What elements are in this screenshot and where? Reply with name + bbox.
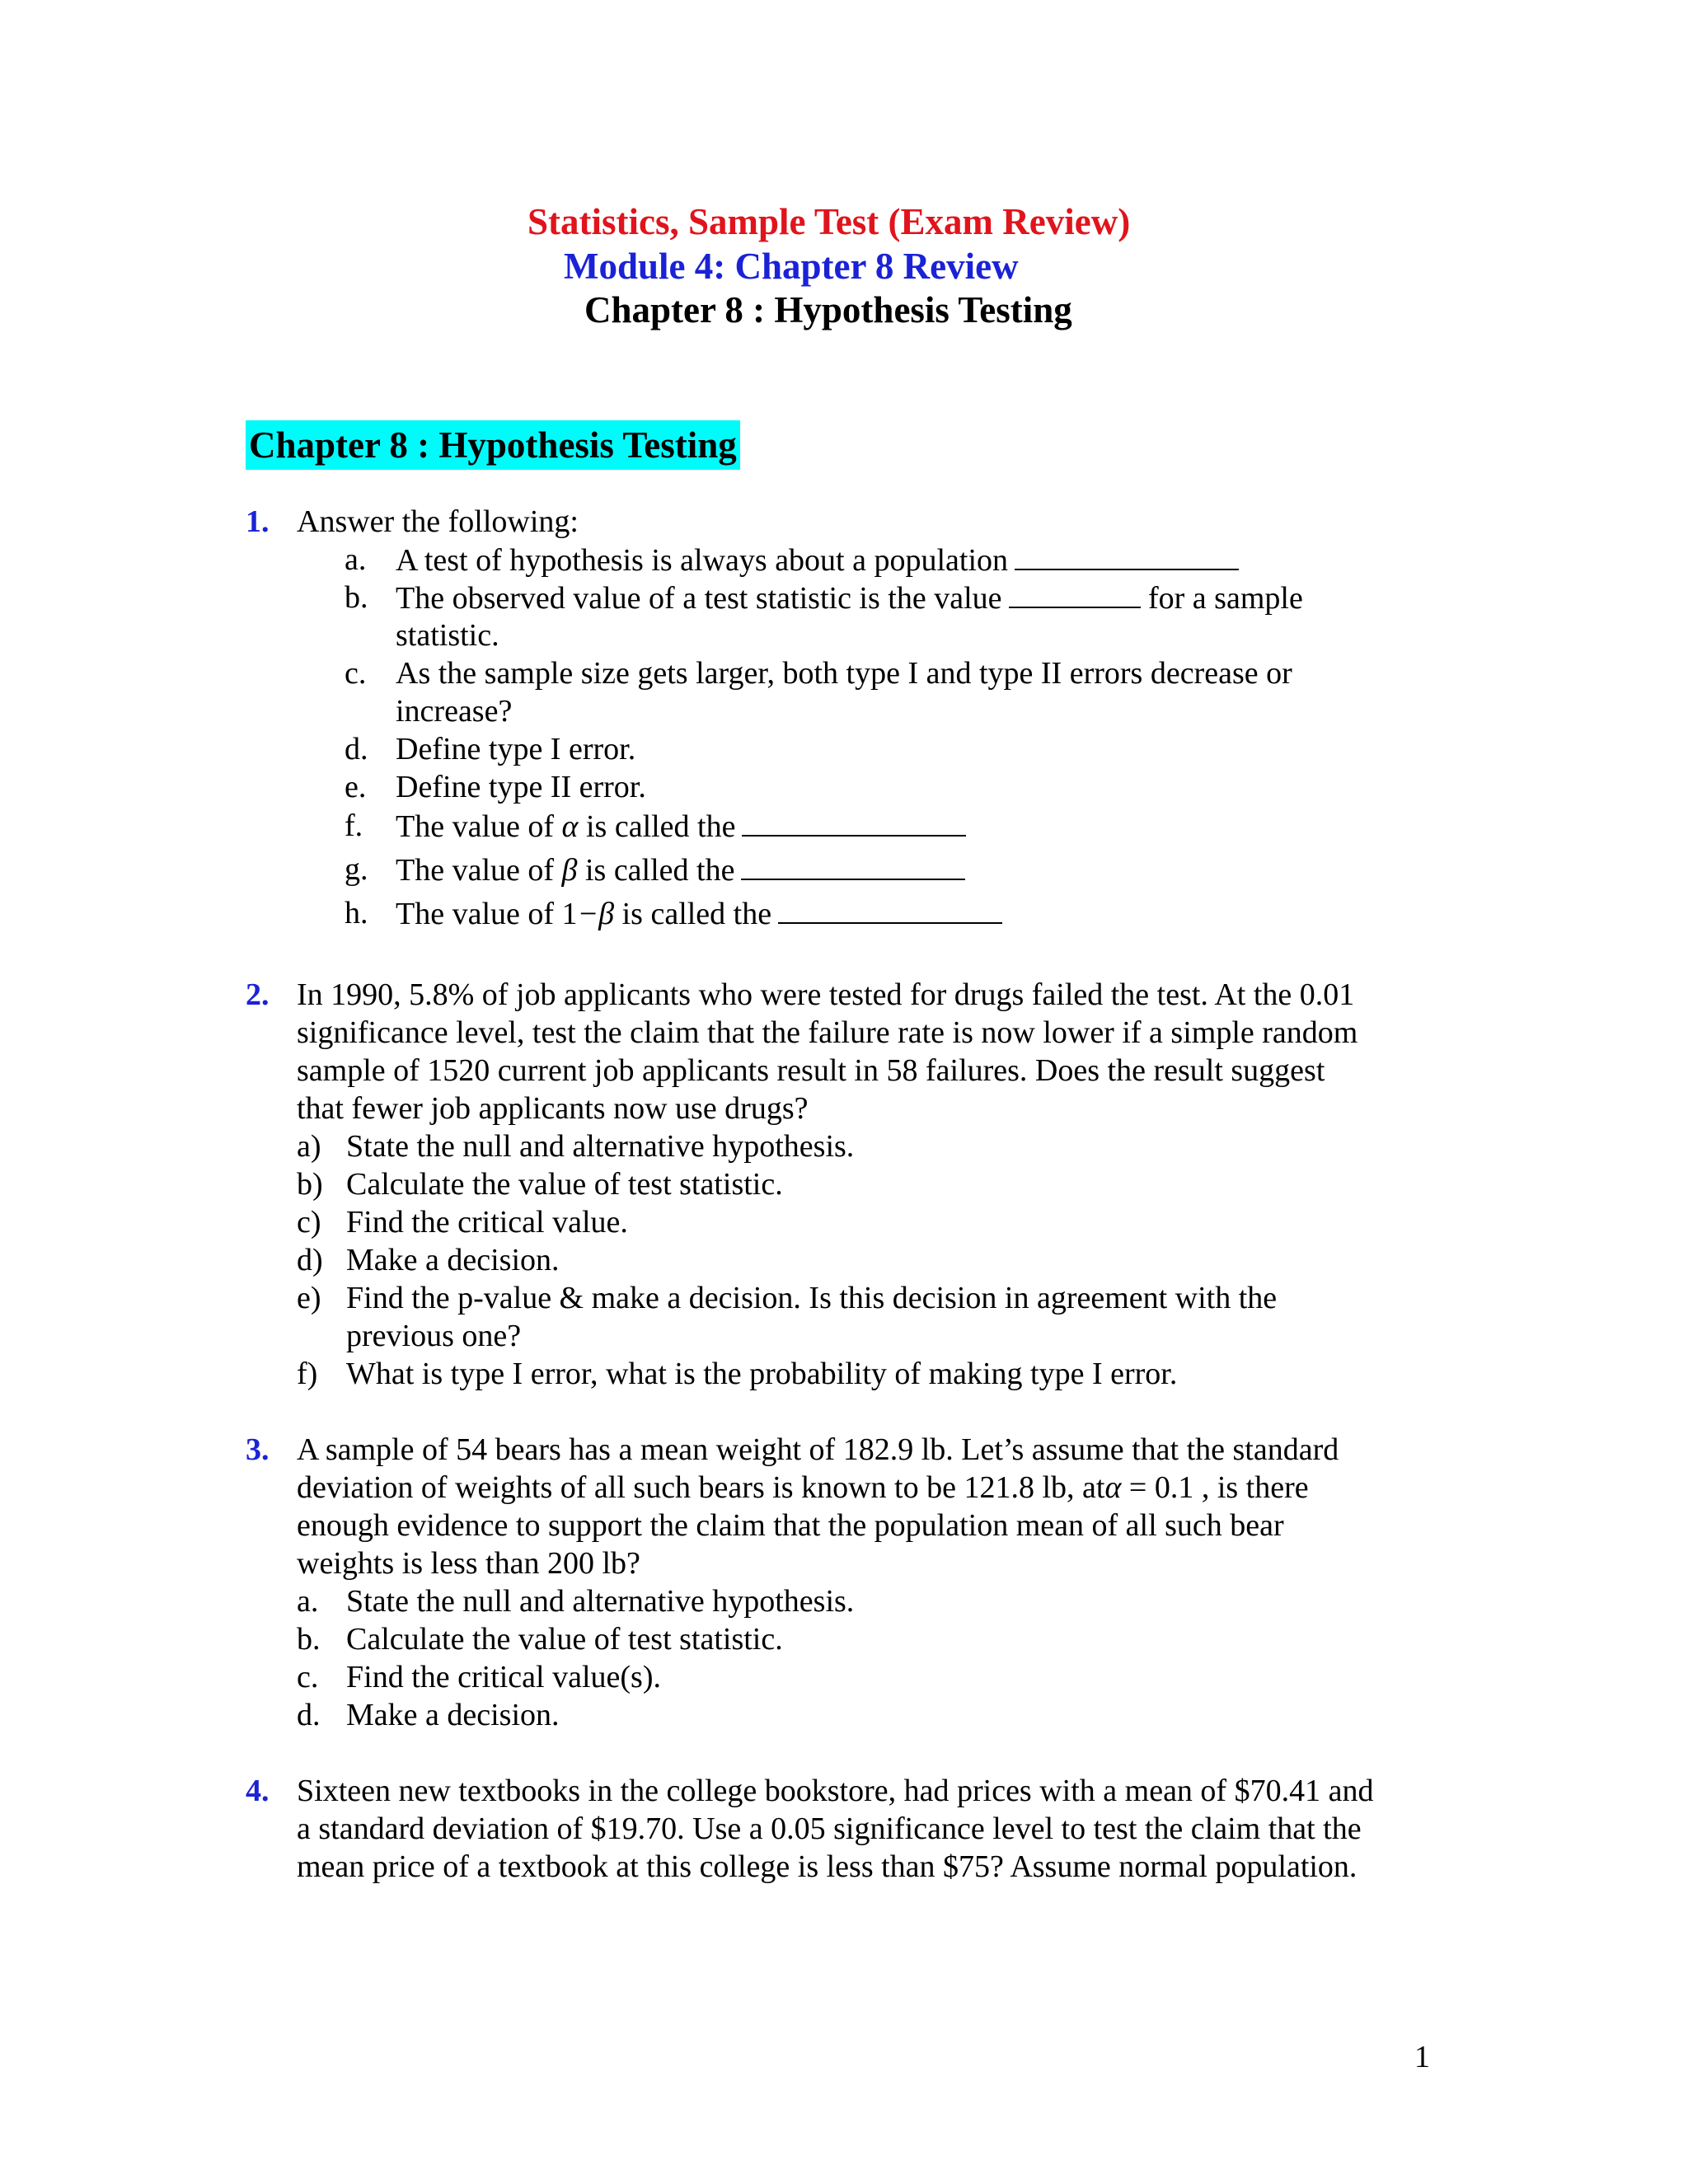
q3-item-c: Find the critical value(s). bbox=[346, 1660, 661, 1694]
question-3-number: 3. bbox=[246, 1432, 270, 1467]
q1-item-f-pre: The value of bbox=[396, 809, 555, 844]
q2-item-e-letter: e) bbox=[297, 1281, 321, 1315]
chapter-title: Chapter 8 : Hypothesis Testing bbox=[584, 289, 1072, 330]
q1-item-b bbox=[396, 582, 1303, 614]
q2-item-c: Find the critical value. bbox=[346, 1205, 628, 1240]
one-minus-beta-symbol: −β bbox=[577, 897, 615, 931]
answer-blank bbox=[1009, 582, 1141, 608]
q2-item-d: Make a decision. bbox=[346, 1243, 560, 1277]
q1-item-g-post: is called the bbox=[584, 853, 735, 888]
q3-item-d: Make a decision. bbox=[346, 1698, 560, 1732]
q1-item-a-letter: a. bbox=[345, 542, 367, 577]
q2-item-a-letter: a) bbox=[297, 1129, 321, 1164]
q1-item-h bbox=[396, 898, 1002, 930]
q1-item-c-cont: increase? bbox=[396, 694, 513, 729]
q1-item-f-letter: f. bbox=[345, 808, 363, 843]
q1-item-d: Define type I error. bbox=[396, 732, 636, 766]
q1-item-a-text: A test of hypothesis is always about a population bbox=[396, 543, 1009, 578]
q1-item-b-letter: b. bbox=[345, 580, 368, 615]
q3-item-d-letter: d. bbox=[297, 1698, 321, 1732]
question-2-line-2: significance level, test the claim that the failure rate is now lower if a simple random bbox=[297, 1015, 1358, 1050]
q2-item-a: State the null and alternative hypothesis. bbox=[346, 1129, 855, 1164]
section-heading: Chapter 8 : Hypothesis Testing bbox=[246, 420, 740, 470]
answer-blank bbox=[778, 898, 1002, 924]
document-title: Statistics, Sample Test (Exam Review) bbox=[528, 201, 1131, 242]
q2-item-b-letter: b) bbox=[297, 1167, 323, 1202]
question-4-line-3: mean price of a textbook at this college is less than $75? Assume normal population. bbox=[297, 1849, 1357, 1884]
answer-blank bbox=[742, 810, 966, 837]
question-3-line-2 bbox=[297, 1472, 1309, 1503]
q2-item-e-cont: previous one? bbox=[346, 1319, 522, 1353]
question-2-line-1: In 1990, 5.8% of job applicants who were tested for drugs failed the test. At the 0.01 bbox=[297, 977, 1355, 1012]
q1-item-b-text: The observed value of a test statistic is the value bbox=[396, 581, 1002, 616]
q1-item-f bbox=[396, 810, 966, 842]
q2-item-c-letter: c) bbox=[297, 1205, 321, 1240]
q1-item-f-post: is called the bbox=[585, 809, 736, 844]
q1-item-h-pre: The value of 1 bbox=[396, 897, 578, 931]
module-title: Module 4: Chapter 8 Review bbox=[564, 246, 1019, 287]
q3-item-a-letter: a. bbox=[297, 1584, 319, 1619]
question-2-line-4: that fewer job applicants now use drugs? bbox=[297, 1091, 809, 1126]
q1-item-g bbox=[396, 854, 965, 886]
answer-blank bbox=[1015, 544, 1239, 570]
q1-item-e: Define type II error. bbox=[396, 770, 646, 804]
q1-item-b-after: for a sample bbox=[1148, 581, 1303, 616]
q2-item-b: Calculate the value of test statistic. bbox=[346, 1167, 783, 1202]
q3-item-b-letter: b. bbox=[297, 1622, 321, 1657]
question-3-line-1: A sample of 54 bears has a mean weight of 182.9 lb. Let’s assume that the standard bbox=[297, 1432, 1339, 1467]
q1-item-g-pre: The value of bbox=[396, 853, 555, 888]
question-3-line-2-pre: deviation of weights of all such bears is known to be 121.8 lb, at bbox=[297, 1470, 1105, 1505]
q2-item-d-letter: d) bbox=[297, 1243, 323, 1277]
question-3-line-4: weights is less than 200 lb? bbox=[297, 1546, 640, 1581]
alpha-symbol: α bbox=[1104, 1470, 1122, 1505]
q3-item-c-letter: c. bbox=[297, 1660, 319, 1694]
question-1-number: 1. bbox=[246, 504, 270, 539]
page-number: 1 bbox=[1414, 2040, 1430, 2074]
question-4-line-1: Sixteen new textbooks in the college bookstore, had prices with a mean of $70.41 and bbox=[297, 1774, 1374, 1808]
q1-item-d-letter: d. bbox=[345, 732, 368, 766]
q1-item-g-letter: g. bbox=[345, 852, 368, 887]
question-3-line-2-post: = 0.1 , is there bbox=[1128, 1470, 1309, 1505]
beta-symbol: β bbox=[561, 853, 578, 888]
q1-item-a bbox=[396, 544, 1239, 576]
question-2-line-3: sample of 1520 current job applicants result in 58 failures. Does the result suggest bbox=[297, 1053, 1325, 1088]
question-1-text: Answer the following: bbox=[297, 504, 579, 539]
question-2-number: 2. bbox=[246, 977, 270, 1012]
q1-item-e-letter: e. bbox=[345, 770, 367, 804]
question-4-line-2: a standard deviation of $19.70. Use a 0.05 significance level to test the claim that the bbox=[297, 1811, 1362, 1846]
alpha-symbol: α bbox=[561, 809, 579, 844]
question-4-number: 4. bbox=[246, 1774, 270, 1808]
q1-item-b-cont: statistic. bbox=[396, 618, 499, 653]
q1-item-c-letter: c. bbox=[345, 656, 367, 691]
answer-blank bbox=[741, 854, 965, 880]
q2-item-f: What is type I error, what is the probability of making type I error. bbox=[346, 1357, 1178, 1391]
q3-item-a: State the null and alternative hypothesis. bbox=[346, 1584, 855, 1619]
q2-item-f-letter: f) bbox=[297, 1357, 318, 1391]
q2-item-e: Find the p-value & make a decision. Is this decision in agreement with the bbox=[346, 1281, 1278, 1315]
q3-item-b: Calculate the value of test statistic. bbox=[346, 1622, 783, 1657]
q1-item-c: As the sample size gets larger, both type I and type II errors decrease or bbox=[396, 656, 1292, 691]
q1-item-h-letter: h. bbox=[345, 896, 368, 930]
q1-item-h-post: is called the bbox=[621, 897, 772, 931]
question-3-line-3: enough evidence to support the claim that the population mean of all such bear bbox=[297, 1508, 1284, 1543]
